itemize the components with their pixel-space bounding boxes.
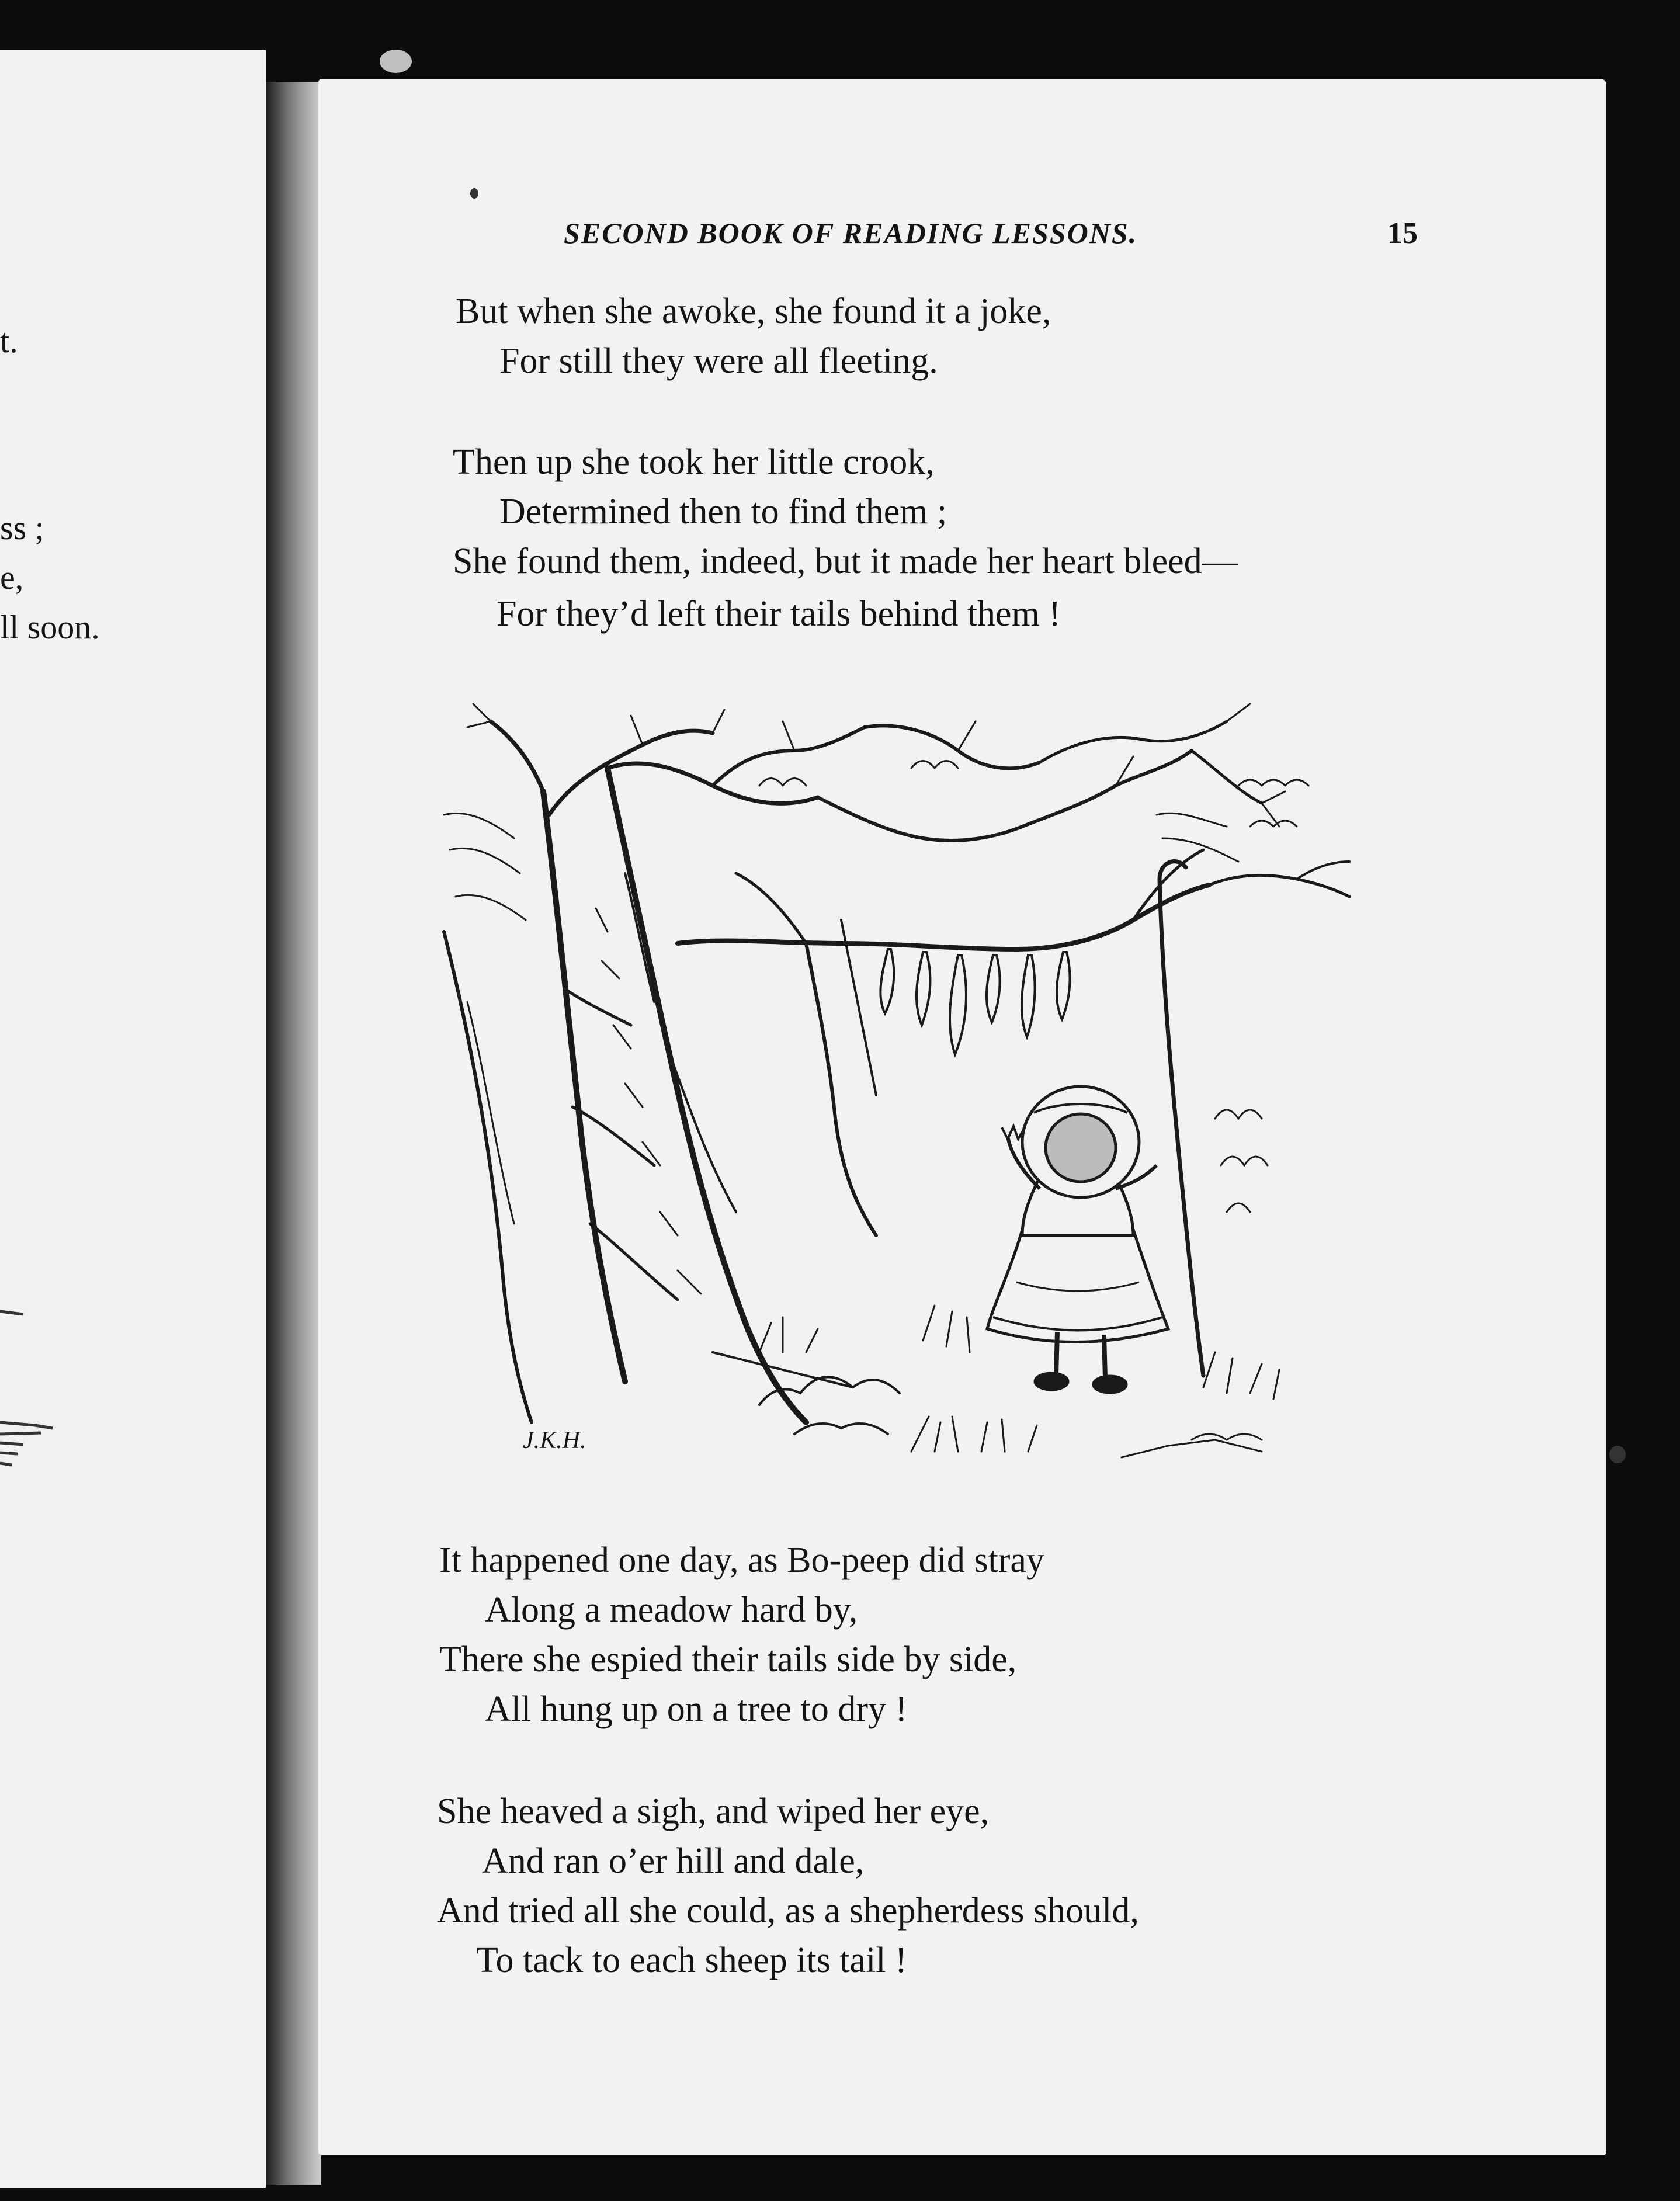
- verse-line: She found them, indeed, but it made her heart bleed—: [453, 541, 1238, 581]
- ink-speck: [1609, 1446, 1626, 1463]
- running-head: SECOND BOOK OF READING LESSONS.: [564, 217, 1138, 249]
- previous-page-fragment: ll soon.: [0, 608, 100, 646]
- verse-line: For still they were all fleeting.: [499, 341, 938, 381]
- verse-line: Then up she took her little crook,: [453, 442, 935, 482]
- verse-line: And ran o’er hill and dale,: [482, 1841, 865, 1881]
- previous-page-fragment: ss ;: [0, 509, 44, 547]
- paper-blemish: [380, 50, 412, 73]
- ink-speck: [470, 188, 478, 199]
- verse-line: She heaved a sigh, and wiped her eye,: [437, 1792, 990, 1831]
- previous-page-fragment: t.: [0, 322, 18, 360]
- previous-page-fragment: e,: [0, 558, 24, 596]
- engraving-bo-peep-tree: [432, 698, 1355, 1481]
- verse-line: Along a meadow hard by,: [485, 1590, 858, 1630]
- previous-page-illustration-fragment: [0, 1300, 64, 1475]
- verse-line: There she espied their tails side by side,: [439, 1640, 1017, 1679]
- illustrator-signature: J.K.H.: [523, 1427, 586, 1454]
- verse-line: It happened one day, as Bo-peep did stray: [439, 1540, 1044, 1580]
- verse-line: All hung up on a tree to dry !: [485, 1689, 908, 1729]
- verse-line: Determined then to find them ;: [499, 492, 947, 532]
- page-number: 15: [1387, 217, 1418, 250]
- verse-line: And tried all she could, as a shepherdess should,: [437, 1891, 1139, 1931]
- verse-line: For they’d left their tails behind them !: [497, 594, 1061, 634]
- verse-line: But when she awoke, she found it a joke,: [456, 291, 1051, 331]
- verse-line: To tack to each sheep its tail !: [476, 1940, 907, 1980]
- previous-page: [0, 50, 266, 2188]
- book-gutter: [266, 82, 321, 2185]
- tree-scene-drawing: [432, 698, 1355, 1481]
